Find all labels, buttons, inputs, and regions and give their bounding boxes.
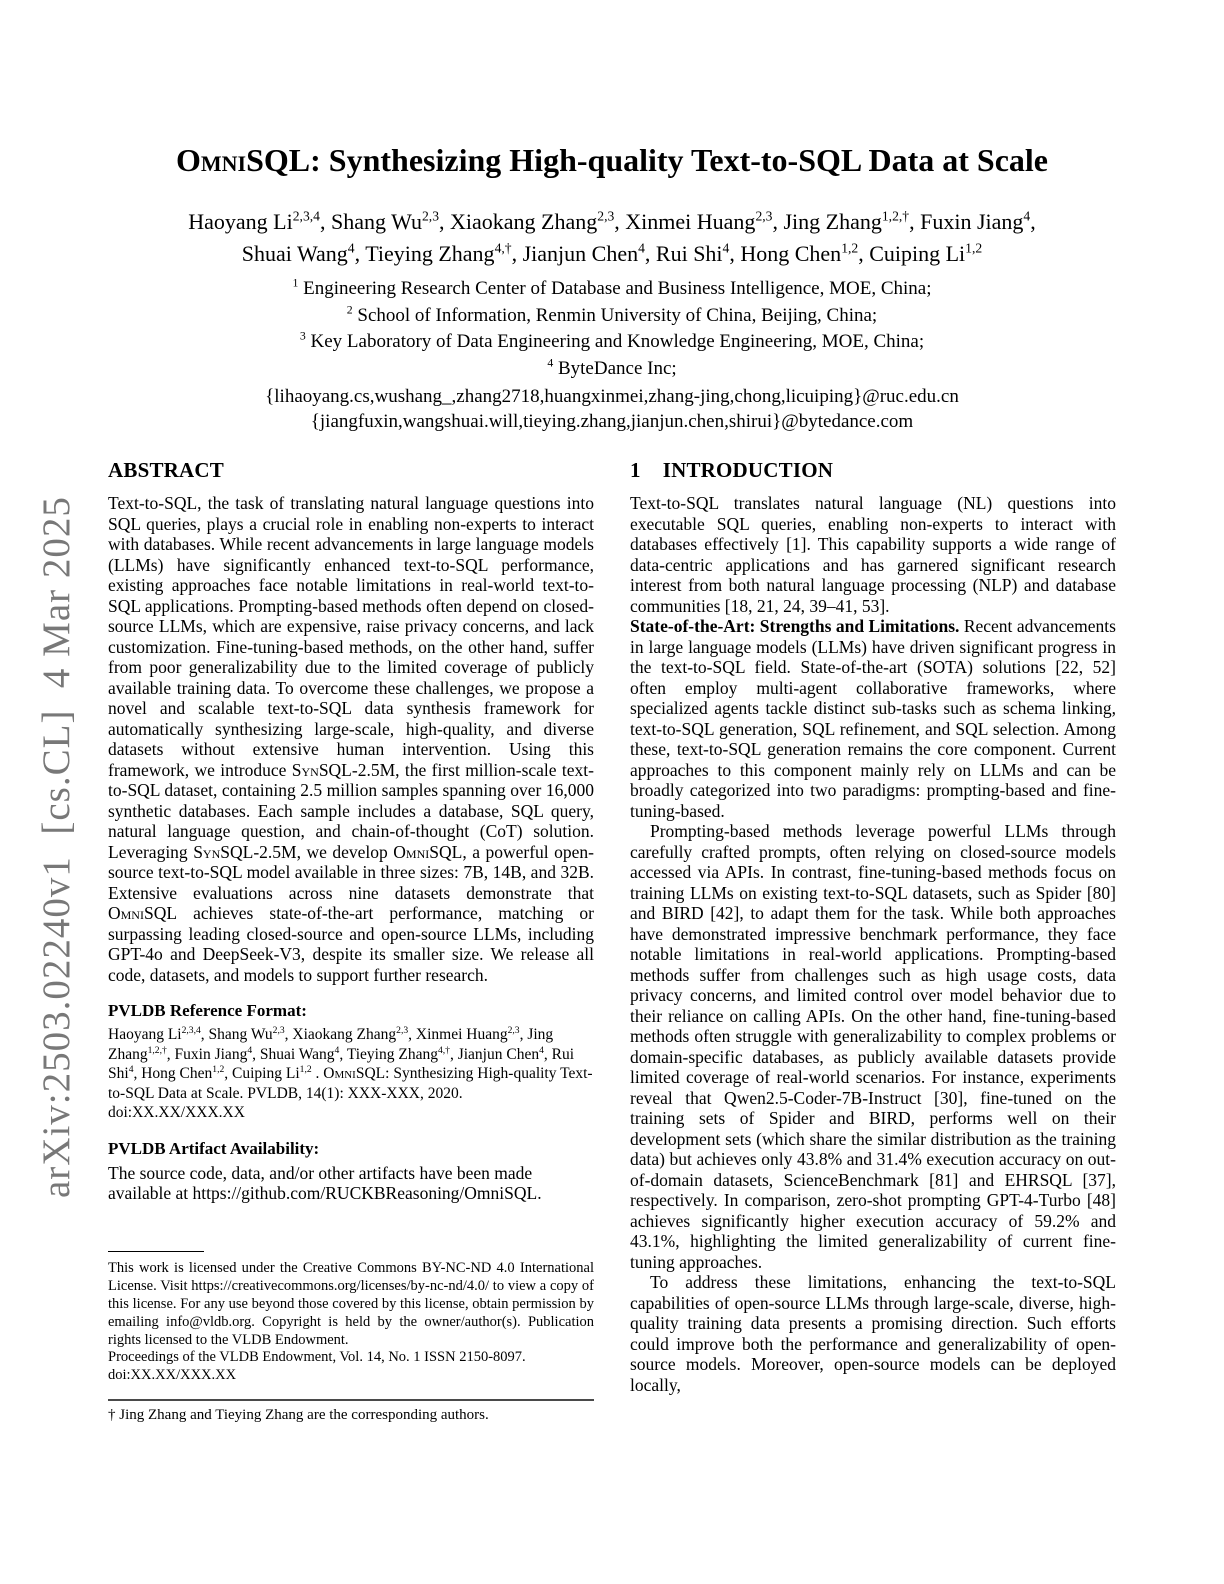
license-paragraph xyxy=(108,1260,594,1349)
pvldb-reference-heading: PVLDB Reference Format: xyxy=(108,1001,307,1020)
superscript: 4 xyxy=(247,1044,253,1056)
abstract-heading: ABSTRACT xyxy=(108,458,224,482)
email-line: {jiangfuxin,wangshuai.will,tieying.zhang,jianjun.chen,shirui}@bytedance.com xyxy=(310,411,914,432)
pvldb-artifact-heading: PVLDB Artifact Availability: xyxy=(108,1138,320,1158)
author-name: Fuxin Jiang$^4$, xyxy=(920,208,1036,234)
introduction-heading xyxy=(630,458,1116,483)
author-affiliation-superscript: 2,3,4 xyxy=(292,208,320,224)
smallcaps-run: SynSQL-2.5M xyxy=(193,841,297,862)
text-run: The source code, data, and/or other artifacts have been made available at xyxy=(108,1162,533,1203)
smallcaps-run: OmniSQL xyxy=(108,903,178,923)
text-run: , Tieying Zhang xyxy=(339,1045,438,1063)
author-name: Hong Chen$^{1,2}$, xyxy=(740,240,870,266)
author-name: Xinmei Huang$^{2,3}$, xyxy=(625,208,784,234)
section-title: INTRODUCTION xyxy=(662,458,834,482)
superscript: 4 xyxy=(539,1044,544,1056)
corresponding-authors-note: † Jing Zhang and Tieying Zhang are the corresponding authors. xyxy=(108,1407,489,1423)
license-footnote-block xyxy=(108,1239,594,1424)
text-run: Recent advancements in large language models (LLMs) have driven significant progress in the text-to-SQL field. State-of-the-art (SOTA) solutions [22, 52] often employ multi-agent collaborative frameworks, where specialized agents tackle distinct sub-tasks such as schema linking, text-to-SQL generation, SQL refinement, and SQL selection. Among these, text-to-SQL generation remains the core component. Current approaches to this component mainly rely on LLMs and can be broadly categorized into two paradigms: prompting-based and fine-tuning-based. xyxy=(630,616,1116,821)
bold-run: State-of-the-Art: Strengths and Limitations. xyxy=(630,616,960,636)
author-name: Jing Zhang$^{1,2,\dagger}$, xyxy=(783,208,921,234)
text-run: Text-to-SQL, the task of translating natural language questions into SQL queries, plays a crucial role in enabling non-experts to interact with databases. While recent advancements in large language models (LLMs) have significantly enhanced text-to-SQL performance, existing approaches face notable limitations in real-world text-to-SQL applications. Prompting-based methods often depend on closed-source LLMs, which are expensive, raise privacy concerns, and lack customization. Fine-tuning-based methods, on the other hand, suffer from poor generalizability due to the limited coverage of publicly available training data. To overcome these challenges, we propose a novel and scalable text-to-SQL data synthesis framework for automatically synthesizing large-scale, high-quality, and diverse datasets without extensive human intervention. Using this framework, we introduce xyxy=(108,493,594,780)
text-run: Text-to-SQL translates natural language (NL) questions into executable SQL queries, enabling non-experts to interact with databases effectively [1]. This capability supports a wide range of data-centric applications and has garnered significant research interest from both natural language processing (NLP) and database communities [18, 21, 24, 39–41, 53]. xyxy=(630,493,1116,616)
smallcaps-run: OmniSQL xyxy=(323,1065,386,1082)
author-affiliation-superscript: 1,2 xyxy=(841,240,859,256)
text-run: to view a copy of this license. For any use beyond those covered by this license, obtain permission by emailing info@vldb.org. Copyright is held by the owner/author(s). Publication rights licensed to the VLDB Endowment. xyxy=(108,1278,594,1348)
text-run: , Jianjun Chen xyxy=(449,1045,540,1063)
superscript: 2,3 xyxy=(507,1024,520,1036)
email-line: {lihaoyang.cs,wushang_,zhang2718,huangxinmei,zhang-jing,chong,licuiping}@ruc.edu.cn xyxy=(265,386,959,407)
text-run: , Xiaokang Zhang xyxy=(284,1026,397,1043)
affiliation-line xyxy=(108,356,1116,383)
hyperlink[interactable]: https://creativecommons.org/licenses/by-nc-nd/4.0/ xyxy=(191,1278,490,1295)
license-proceedings-line: Proceedings of the VLDB Endowment, Vol. 14, No. 1 ISSN 2150-8097. xyxy=(108,1349,526,1366)
superscript: 2,3,4 xyxy=(181,1024,201,1036)
author-name: Haoyang Li$^{2,3,4}$, xyxy=(188,208,331,234)
affiliation-number: 4 xyxy=(547,356,554,370)
author-name: Tieying Zhang$^{4,\dagger}$, xyxy=(365,240,523,266)
affiliation-line xyxy=(108,276,1116,303)
arxiv-watermark: arXiv:2503.02240v1 [cs.CL] 4 Mar 2025 xyxy=(35,496,78,1198)
affiliation-number: 3 xyxy=(299,329,306,343)
text-run: , Fuxin Jiang xyxy=(166,1045,248,1063)
author-affiliation-superscript: 4 xyxy=(722,240,730,256)
superscript: 1,2 xyxy=(212,1063,225,1075)
author-affiliation-superscript: 1,2 xyxy=(965,240,983,256)
author-line-2 xyxy=(108,238,1116,270)
author-affiliation-superscript: 4 xyxy=(347,240,355,256)
author-affiliation-superscript: 2,3 xyxy=(421,208,440,224)
superscript: 1,2,† xyxy=(147,1044,167,1056)
author-name: Shang Wu$^{2,3}$, xyxy=(330,208,451,234)
author-name: Jianjun Chen$^4$, xyxy=(522,240,656,266)
text-run: Prompting-based methods leverage powerful LLMs through carefully crafted prompts, often relying on closed-source models accessed via APIs. In contrast, fine-tuning-based methods focus on training LLMs on existing text-to-SQL datasets, such as Spider [80] and BIRD [42], to adapt them for the task. While both approaches have demonstrated impressive benchmark performance, they face notable limitations in real-world applications. Prompting-based methods suffer from challenges such as high usage costs, data privacy concerns, and limited control over model behavior due to their reliance on calling APIs. On the other hand, fine-tuning-based methods often struggle with generalizability to complex problems or domain-specific databases, as publicly available datasets provide limited coverage of real-world scenarios. For instance, experiments reveal that Qwen2.5-Coder-7B-Instruct [30], fine-tuned on the training sets of Spider and BIRD, performs well on their development sets (which share the similar distribution as the training data) but achieves only 43.8% and 31.4% execution accuracy on out-of-domain datasets, ScienceBenchmark [81] and EHRSQL [37], respectively. In comparison, zero-shot prompting GPT-4-Turbo [48] achieves significantly higher execution accuracy of 59.2% and 43.1%, highlighting the limited generalizability of current fine-tuning approaches. xyxy=(630,821,1116,1272)
paper-title xyxy=(108,140,1116,180)
right-column xyxy=(630,458,1116,1424)
intro-paragraph-4 xyxy=(630,1272,1116,1395)
text-run: , Shuai Wang xyxy=(252,1045,335,1063)
hyperlink[interactable]: https://github.com/RUCKBReasoning/OmniSQL xyxy=(192,1183,538,1203)
author-affiliation-superscript: 2,3 xyxy=(755,208,773,224)
left-column xyxy=(108,458,594,1424)
author-name: Cuiping Li$^{1,2}$ xyxy=(869,240,983,266)
affiliation-text: School of Information, Renmin University of China, Beijing, China; xyxy=(352,304,878,326)
author-affiliation-superscript: 4 xyxy=(638,240,645,256)
author-affiliation-superscript: 1,2,† xyxy=(881,208,910,224)
author-name: Rui Shi$^4$, xyxy=(655,240,741,266)
text-run: This work is licensed under the Creative Commons BY-NC-ND 4.0 International License. Visit xyxy=(108,1260,594,1295)
author-affiliation-superscript: 4,† xyxy=(494,240,512,256)
text-run: , Shang Wu xyxy=(200,1026,273,1043)
section-number: 1 xyxy=(630,458,641,482)
smallcaps-run: SynSQL-2.5M xyxy=(291,759,396,780)
superscript: 4 xyxy=(334,1044,340,1056)
author-line-1 xyxy=(108,206,1116,238)
superscript: 1,2 xyxy=(299,1063,312,1075)
author-name: Shuai Wang$^4$, xyxy=(241,240,366,266)
license-doi-line: doi:XX.XX/XXX.XX xyxy=(108,1367,237,1384)
pvldb-reference-text xyxy=(108,1025,594,1123)
text-run: To address these limitations, enhancing the text-to-SQL capabilities of open-source LLMs through large-scale, diverse, high-quality training data presents a promising direction. Such efforts could improve both the performance and generalizability of open-source models. Moreover, open-source models can be deployed locally, xyxy=(630,1272,1116,1395)
intro-paragraph-2 xyxy=(630,616,1116,821)
superscript: 2,3 xyxy=(272,1024,285,1036)
affiliation-list xyxy=(108,276,1116,382)
author-affiliation-superscript: 4 xyxy=(1023,208,1031,224)
text-run: , Hong Chen xyxy=(133,1065,213,1082)
text-run: , a powerful open-source text-to-SQL model available in three sizes: 7B, 14B, and 32B. Extensive evaluations across nine datasets demonstrate that xyxy=(108,841,594,903)
affiliation-text: ByteDance Inc; xyxy=(553,357,677,379)
text-run: , Rui Shi xyxy=(108,1045,575,1082)
text-run: achieves state-of-the-art performance, matching or surpassing leading closed-source and open-source LLMs, including GPT-4o and DeepSeek-V3, despite its smaller size. We release all code, datasets, and models to support further research. xyxy=(108,903,594,985)
abstract-paragraph xyxy=(108,493,594,985)
affiliation-line xyxy=(108,303,1116,330)
text-run: Haoyang Li xyxy=(108,1026,182,1043)
corresponding-authors-rule xyxy=(108,1399,594,1401)
intro-paragraph-1 xyxy=(630,493,1116,616)
text-run: , we develop xyxy=(296,841,394,862)
intro-paragraph-3 xyxy=(630,821,1116,1272)
smallcaps-run: OmniSQL xyxy=(393,841,463,862)
author-affiliation-superscript: 2,3 xyxy=(597,208,615,224)
text-run: . xyxy=(537,1183,542,1203)
affiliation-text: Key Laboratory of Data Engineering and Knowledge Engineering, MOE, China; xyxy=(305,331,925,352)
affiliation-text: Engineering Research Center of Database and Business Intelligence, MOE, China; xyxy=(298,278,932,299)
two-column-body xyxy=(108,458,1116,1424)
pvldb-artifact-text xyxy=(108,1163,594,1204)
text-run: : Synthesizing High-quality Text-to-SQL Data at Scale. PVLDB, 14(1): XXX-XXX, 2020. doi:XX.XX/XXX.XX xyxy=(108,1065,593,1121)
text-run: , Jing Zhang xyxy=(108,1026,554,1063)
paper-header xyxy=(108,140,1116,434)
text-run: . xyxy=(311,1065,324,1082)
affiliation-number: 1 xyxy=(292,276,299,290)
affiliation-line xyxy=(108,329,1116,356)
text-run: , the first million-scale text-to-SQL dataset, containing 2.5 million samples spanning over 16,000 synthetic databases. Each sample includes a database, SQL query, natural language question, and chain-of-thought (CoT) solution. Leveraging xyxy=(108,759,594,862)
superscript: 4,† xyxy=(437,1044,450,1056)
footnote-separator-rule xyxy=(108,1251,204,1252)
author-name: Xiaokang Zhang$^{2,3}$, xyxy=(450,208,626,234)
text-run: , Cuiping Li xyxy=(224,1065,300,1082)
affiliation-number: 2 xyxy=(346,303,353,317)
text-run: : Synthesizing High-quality Text-to-SQL Data at Scale xyxy=(310,142,1048,178)
smallcaps-run: OmniSQL xyxy=(176,142,311,178)
superscript: 4 xyxy=(128,1063,134,1075)
superscript: 2,3 xyxy=(396,1024,409,1036)
text-run: , Xinmei Huang xyxy=(408,1026,508,1043)
email-list xyxy=(108,384,1116,434)
